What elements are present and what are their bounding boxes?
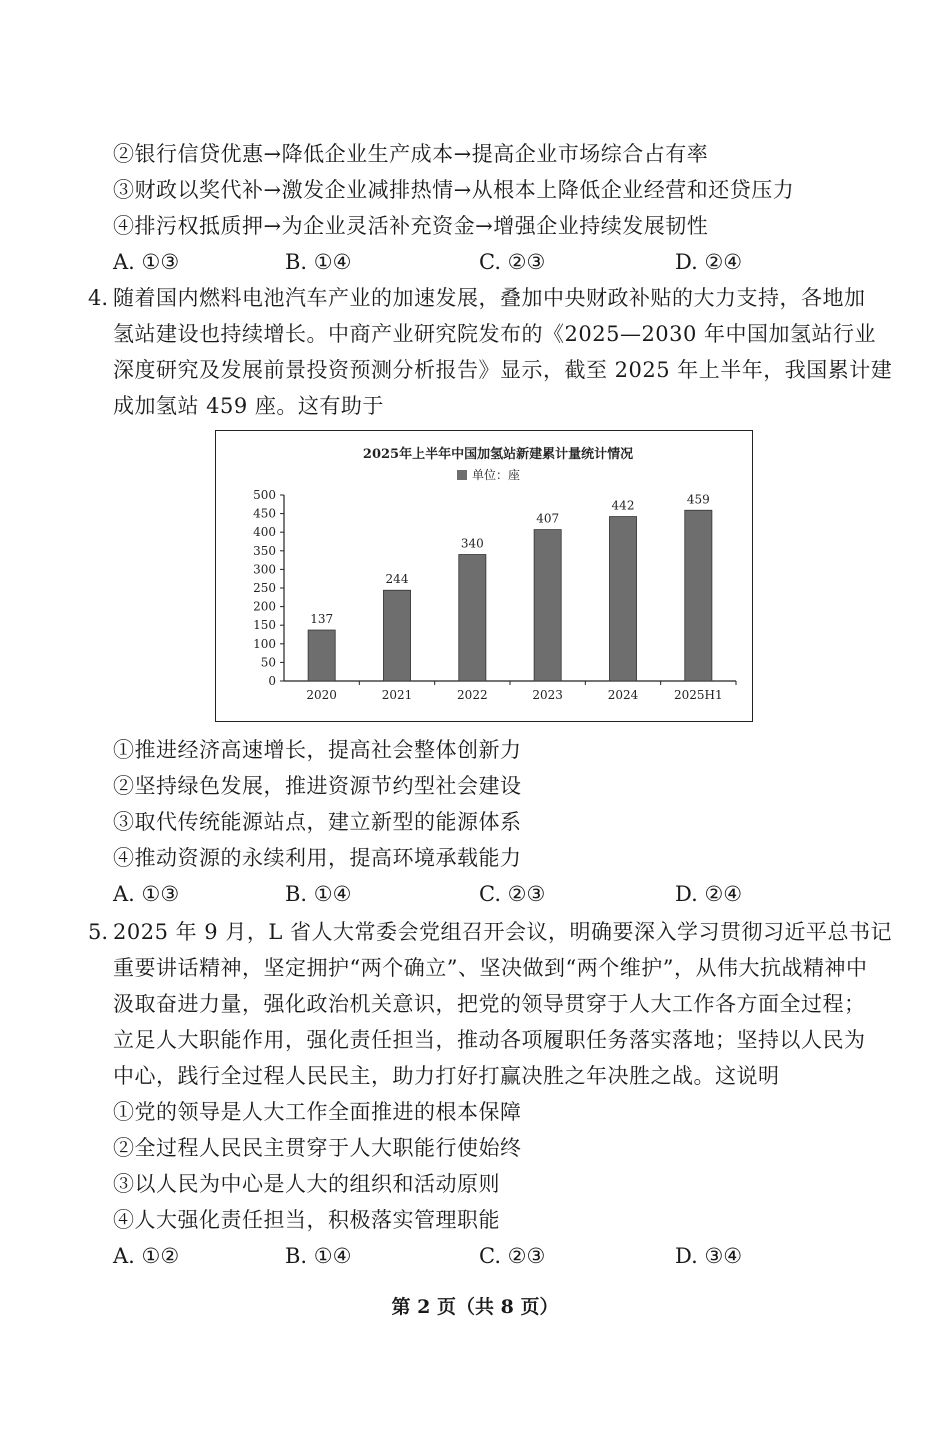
q3-option-c: C. ②③ bbox=[479, 250, 546, 274]
q3-item-3: ③财政以奖代补→激发企业减排热情→从根本上降低企业经营和还贷压力 bbox=[113, 178, 795, 202]
page-footer: 第 2 页（共 8 页） bbox=[391, 1296, 559, 1318]
legend-label: 单位：座 bbox=[472, 468, 521, 482]
q5-stem-line: 汲取奋进力量，强化政治机关意识，把党的领导贯穿于人大工作各方面全过程； bbox=[113, 992, 866, 1016]
q5-item-3: ③以人民为中心是人大的组织和活动原则 bbox=[113, 1172, 500, 1196]
q4-item-2: ②坚持绿色发展，推进资源节约型社会建设 bbox=[113, 774, 522, 798]
x-tick-label: 2020 bbox=[306, 688, 337, 702]
x-tick-label: 2025H1 bbox=[674, 688, 723, 702]
data-label: 340 bbox=[460, 536, 484, 551]
q3-item-4: ④排污权抵质押→为企业灵活补充资金→增强企业持续发展韧性 bbox=[113, 214, 709, 238]
y-tick-label: 350 bbox=[253, 543, 276, 558]
y-tick-label: 100 bbox=[253, 636, 276, 651]
x-tick-label: 2021 bbox=[381, 688, 413, 702]
x-tick-label: 2024 bbox=[607, 688, 639, 702]
y-tick-label: 50 bbox=[260, 655, 276, 670]
q5-options bbox=[113, 1241, 873, 1271]
y-tick-label: 500 bbox=[253, 488, 276, 502]
q4-stem-line: 氢站建设也持续增长。中商产业研究院发布的《2025—2030 年中国加氢站行业 bbox=[113, 322, 877, 346]
q5-item-4: ④人大强化责任担当，积极落实管理职能 bbox=[113, 1208, 500, 1232]
y-tick-label: 200 bbox=[253, 599, 276, 614]
bar-chart-svg bbox=[216, 431, 751, 720]
y-tick-label: 150 bbox=[253, 618, 276, 633]
q3-option-d: D. ②④ bbox=[675, 250, 743, 274]
q3-option-b: B. ①④ bbox=[285, 250, 352, 274]
bar bbox=[308, 630, 335, 681]
y-tick-label: 0 bbox=[268, 674, 276, 688]
q4-option-d: D. ②④ bbox=[675, 882, 743, 906]
data-label: 459 bbox=[686, 492, 710, 507]
q5-option-b: B. ①④ bbox=[285, 1244, 352, 1268]
q4-option-b: B. ①④ bbox=[285, 882, 352, 906]
y-tick-label: 250 bbox=[253, 581, 276, 595]
q4-number: 4. bbox=[88, 286, 109, 310]
q4-options bbox=[113, 879, 873, 909]
data-label: 244 bbox=[385, 572, 409, 587]
data-label: 137 bbox=[310, 612, 334, 627]
legend-swatch bbox=[457, 470, 467, 480]
y-tick-label: 400 bbox=[253, 525, 276, 540]
q5-item-1: ①党的领导是人大工作全面推进的根本保障 bbox=[113, 1100, 522, 1124]
q4-item-1: ①推进经济高速增长，提高社会整体创新力 bbox=[113, 738, 522, 762]
x-tick-label: 2022 bbox=[457, 688, 488, 702]
bar bbox=[534, 530, 561, 681]
q3-item-2: ②银行信贷优惠→降低企业生产成本→提高企业市场综合占有率 bbox=[113, 142, 709, 166]
y-tick-label: 300 bbox=[253, 562, 276, 577]
q5-stem-line: 中心，践行全过程人民民主，助力打好打赢决胜之年决胜之战。这说明 bbox=[113, 1064, 780, 1088]
q4-stem-line: 成加氢站 459 座。这有助于 bbox=[113, 394, 384, 418]
q5-option-d: D. ③④ bbox=[675, 1244, 743, 1268]
q5-item-2: ②全过程人民民主贯穿于人大职能行使始终 bbox=[113, 1136, 522, 1160]
bar bbox=[609, 517, 636, 681]
q5-option-c: C. ②③ bbox=[479, 1244, 546, 1268]
chart-title: 2025年上半年中国加氢站新建累计量统计情况 bbox=[362, 447, 634, 462]
q5-stem-line: 立足人大职能作用，强化责任担当，推动各项履职任务落实落地；坚持以人民为 bbox=[113, 1028, 866, 1052]
q3-option-a: A. ①③ bbox=[113, 250, 180, 274]
q4-item-3: ③取代传统能源站点，建立新型的能源体系 bbox=[113, 810, 522, 834]
bar-chart bbox=[215, 430, 753, 722]
q4-option-c: C. ②③ bbox=[479, 882, 546, 906]
q4-item-4: ④推动资源的永续利用，提高环境承载能力 bbox=[113, 846, 522, 870]
q4-option-a: A. ①③ bbox=[113, 882, 180, 906]
data-label: 407 bbox=[536, 511, 560, 526]
q4-stem-line: 深度研究及发展前景投资预测分析报告》显示，截至 2025 年上半年，我国累计建 bbox=[113, 358, 893, 382]
bar bbox=[383, 590, 410, 681]
bar bbox=[685, 510, 712, 681]
x-tick-label: 2023 bbox=[532, 688, 563, 702]
y-tick-label: 450 bbox=[253, 506, 276, 521]
q3-options bbox=[113, 247, 873, 277]
q5-number: 5. bbox=[88, 920, 109, 944]
data-label: 442 bbox=[611, 498, 635, 513]
q4-stem-line: 随着国内燃料电池汽车产业的加速发展，叠加中央财政补贴的大力支持，各地加 bbox=[113, 286, 866, 310]
q5-option-a: A. ①② bbox=[113, 1244, 180, 1268]
q5-stem-line: 2025 年 9 月，L 省人大常委会党组召开会议，明确要深入学习贯彻习近平总书记 bbox=[113, 920, 892, 944]
bar bbox=[459, 555, 486, 681]
q5-stem-line: 重要讲话精神，坚定拥护“两个确立”、坚决做到“两个维护”，从伟大抗战精神中 bbox=[113, 956, 868, 980]
